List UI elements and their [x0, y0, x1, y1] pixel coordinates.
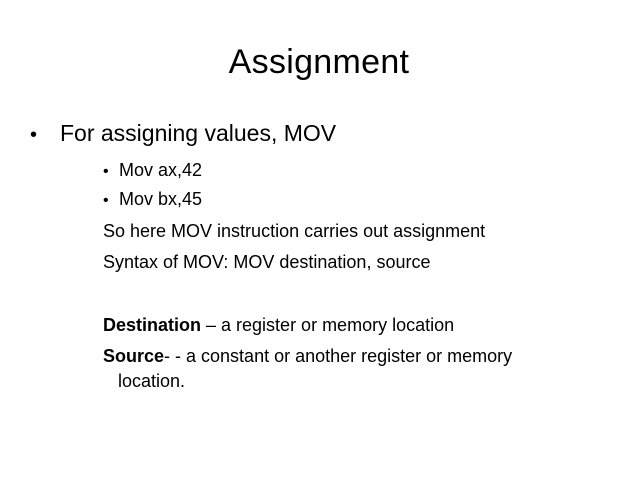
sub-bullet-2: [103, 187, 202, 213]
source-term: Source: [103, 346, 165, 366]
main-bullet-text: For assigning values, MOV: [60, 120, 337, 146]
sub-bullet-1: [103, 158, 202, 184]
source-desc: - - a constant or another register or memory: [164, 346, 513, 366]
source-line-continuation: location.: [118, 371, 186, 391]
source-line: [103, 344, 512, 368]
destination-line: [103, 313, 454, 337]
main-bullet: [30, 118, 336, 150]
destination-term: Destination: [103, 315, 202, 335]
sub-bullet-text: Mov bx,45: [119, 189, 203, 209]
bullet-icon: •: [103, 163, 109, 180]
instruction-line: So here MOV instruction carries out assignment: [103, 221, 486, 241]
sub-bullet-text: Mov ax,42: [119, 160, 203, 180]
syntax-line: Syntax of MOV: MOV destination, source: [103, 252, 431, 272]
bullet-icon: •: [103, 192, 109, 209]
slide-title: Assignment: [228, 43, 410, 81]
destination-desc: – a register or memory location: [201, 315, 455, 335]
bullet-icon: •: [30, 124, 38, 146]
